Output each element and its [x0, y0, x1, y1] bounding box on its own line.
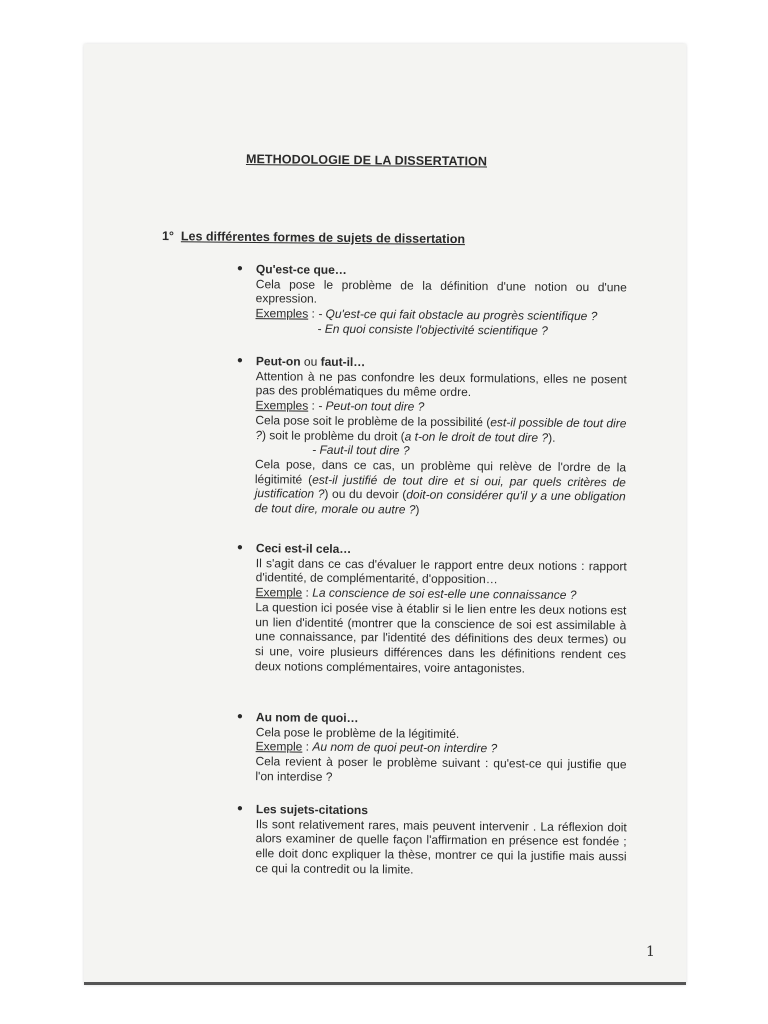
example-text: Au nom de quoi peut-on interdire ?	[312, 740, 498, 756]
example-label: Exemples	[255, 306, 309, 321]
item-text: Cela pose soit le problème de la possibilité (est-il possible de tout dire ?) soit le problème du droit (a t-on le droit de tout dire ?).	[255, 412, 627, 445]
item-text: Il s'agit dans ce cas d'évaluer le rapport entre deux notions : rapport d'identité, de complémentarité, d'opposition…	[255, 555, 627, 587]
example-line: Exemples : - Qu'est-ce qui fait obstacle au progrès scientifique ?	[255, 306, 598, 324]
example-text: La conscience de soi est-elle une connaissance ?	[312, 585, 577, 603]
example-text: - Peut-on tout dire ?	[318, 398, 425, 414]
example-line: Exemple : La conscience de soi est-elle une connaissance ?	[255, 585, 577, 603]
bullet-icon: ●	[236, 802, 244, 815]
list-item	[236, 354, 627, 519]
list-item	[236, 710, 627, 787]
bullet-icon: ●	[236, 262, 244, 275]
item-heading: Au nom de quoi…	[255, 710, 359, 726]
example-label: Exemple	[255, 739, 303, 754]
item-text: Cela pose le problème de la définition d'une notion ou d'une expression.	[255, 276, 627, 307]
heading-part: Peut-on	[255, 354, 301, 369]
item-text: Ils sont relativement rares, mais peuvent intervenir . La réflexion doit alors examiner de quelle façon l'affirmation en présence est fondée ; elle doit donc expliquer la thèse, montrer ce qui la justifie mais aussi ce qui la contredit ou la limite.	[255, 816, 627, 877]
page-title: METHODOLOGIE DE LA DISSERTATION	[245, 152, 488, 169]
page-number: 1	[646, 944, 655, 960]
example-text: - Qu'est-ce qui fait obstacle au progrès scientifique ?	[318, 306, 598, 324]
item-text: Attention à ne pas confondre les deux formulations, elles ne posent pas des problématiques du même ordre.	[255, 368, 627, 400]
item-heading: Ceci est-il cela…	[255, 541, 352, 556]
heading-part: ou	[300, 354, 321, 369]
item-heading: Qu'est-ce que…	[255, 262, 347, 277]
list-item	[236, 541, 627, 677]
item-text: La question ici posée vise à établir si le lien entre les deux notions est un lien d'identité (montrer que la conscience de soi est assimilable à une connaissance, par l'identité des définitions des deux termes) ou si une, voire plusieurs différences dans les définitions rendent ces deux notions complémentaires, voire antagonistes.	[254, 599, 627, 676]
list-item	[236, 262, 627, 339]
bullet-icon: ●	[236, 354, 244, 367]
bullet-icon: ●	[236, 541, 244, 554]
item-text: Cela pose le problème de la légitimité.	[255, 724, 460, 741]
bullet-icon: ●	[236, 710, 244, 723]
section-number: 1°	[161, 229, 175, 244]
example-line: Exemple : Au nom de quoi peut-on interdire ?	[255, 739, 498, 756]
item-text: Cela pose, dans ce cas, un problème qui relève de l'ordre de la légitimité (est-il justifié de tout dire et si oui, par quels critères de justification ?) ou du devoir (doit-on considérer qu'il y a une obligation de tout dire, morale ou autre ?)	[254, 457, 627, 517]
list-item	[236, 802, 627, 879]
example-text: - En quoi consiste l'objectivité scientifique ?	[317, 321, 548, 338]
section-title: Les différentes formes de sujets de dissertation	[180, 229, 466, 247]
example-label: Exemples	[255, 398, 309, 413]
example-text: - Faut-il tout dire ?	[312, 442, 410, 458]
heading-part: faut-il…	[320, 354, 366, 370]
example-label: Exemple	[255, 585, 303, 600]
item-heading: Les sujets-citations	[255, 802, 369, 818]
item-text: Cela revient à poser le problème suivant : qu'est-ce qui justifie que l'on interdise ?	[255, 754, 627, 784]
example-line: Exemples : - Peut-on tout dire ?	[255, 398, 425, 414]
